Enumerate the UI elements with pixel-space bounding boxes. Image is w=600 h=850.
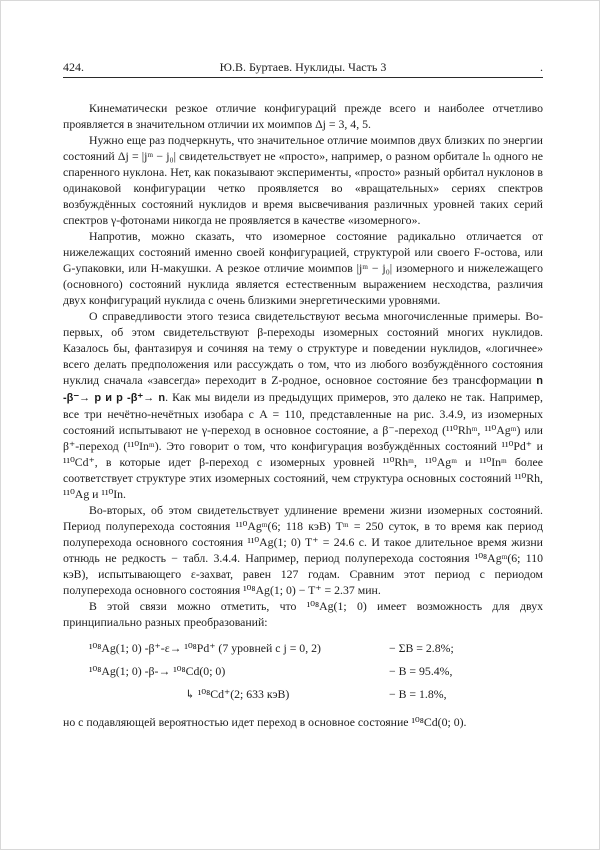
equation-1-branching: − ΣB = 2.8%; xyxy=(389,641,454,655)
body-text xyxy=(63,100,543,630)
paragraph-1: Кинематически резкое отличие конфигураций прежде всего и наиболее отчетливо проявляется в значительном отличии их моимпов Δj = 3, 4, 5. xyxy=(63,101,543,131)
paragraph-3: Напротив, можно сказать, что изомерное состояние радикально отличается от нижележащих состояний именно своей конфигурацией, структурой или своего F-остова, или G-упаковки, или Н-макушки. А резкое отличие моимпов |jᵐ − j₀| изомерного и нижележащего (основного) состояний нуклида является естественным выражением несходства, различия двух конфигураций нуклида с очень близкими энергетическими уровнями. xyxy=(63,229,543,307)
closing-sentence: но с подавляющей вероятностью идет переход в основное состояние ¹⁰⁸Cd(0; 0). xyxy=(63,715,467,729)
paragraph-5: Во-вторых, об этом свидетельствует удлинение времени жизни изомерных состояний. Период полуперехода состояния ¹¹⁰Agᵐ(6; 118 кэВ) Tᵐ = 250 суток, в то время как период полуперехода основного состояния ¹¹⁰Ag(1; 0) T⁺ = 24.6 с. И такое длительное время жизни отнюдь не редкость − табл. 3.4.4. Например, период полуперехода состояния ¹⁰⁸Agᵐ(6; 110 кэВ), испытывающего ε-захват, равен 127 годам. Сравним этот период с периодом полуперехода основного состояния ¹⁰⁸Ag(1; 0) − T⁺ = 2.37 мин. xyxy=(63,503,543,597)
paragraph-4-text-cont: . Как мы видели из предыдущих примеров, это далеко не так. Например, все три нечётно-нечётных изобара с A = 110, представленные на рис. 3.4.9, из изомерных состояний испытывают не γ-переход в основное состояние, а β⁻-переход (¹¹⁰Rhᵐ, ¹¹⁰Agᵐ) или β⁺-переход (¹¹⁰Inᵐ). Это говорит о том, что конфигурация возбуждённых состояний ¹¹⁰Pd⁺ и ¹¹⁰Cd⁺, в которые идет β-переход с изомерных уровней ¹¹⁰Rhᵐ, ¹¹⁰Agᵐ и ¹¹⁰Inᵐ более соответствует структуре этих изомерных состояний, чем структура основных состояний ¹¹⁰Rh, ¹¹⁰Ag и ¹¹⁰In. xyxy=(63,390,543,501)
equation-2-branching: − B = 95.4%, xyxy=(389,664,453,678)
paragraph-2: Нужно еще раз подчеркнуть, что значительное отличие моимпов двух близких по энергии состояний Δj = |jᵐ − j₀| свидетельствует не «просто», например, о разном орбитале lₙ одного не спаренного нуклона. Нет, как показывают эксперименты, «просто» разный орбитал нуклонов в одинаковой конфигурации четко проявляется во «вращательных» сериях спектров возбуждённых состояний нуклидов и время высвечивания различных уровней таких серий спектров γ-фотонами никогда не проявляется в качестве «изомерного». xyxy=(63,133,543,227)
equation-1-lhs: ¹⁰⁸Ag(1; 0) -β⁺-ε→ ¹⁰⁸Pd⁺ (7 уровней с j = 0, 2) xyxy=(89,641,321,655)
decay-equations xyxy=(89,640,543,702)
header-right-mark: . xyxy=(540,60,543,74)
page-content xyxy=(63,59,543,730)
equation-3-lhs: ↳ ¹⁰⁸Cd⁺(2; 633 кэВ) xyxy=(185,687,290,701)
page-number: 424. xyxy=(63,60,84,74)
equation-row-3 xyxy=(89,686,543,702)
equation-3-branching: − B = 1.8%, xyxy=(389,687,447,701)
transformation-formula: n -β⁻→ p и p -β⁺→ n xyxy=(63,375,543,404)
paragraph-4 xyxy=(63,308,543,502)
running-header xyxy=(63,59,543,78)
equation-row-1 xyxy=(89,640,543,656)
equation-row-2 xyxy=(89,663,543,679)
equation-2-lhs: ¹⁰⁸Ag(1; 0) -β-→ ¹⁰⁸Cd(0; 0) xyxy=(89,664,226,678)
paragraph-4-text: О справедливости этого тезиса свидетельствуют весьма многочисленные примеры. Во-первых, об этом свидетельствуют β-переходы изомерных состояний многих нуклидов. Казалось бы, фантазируя и сочиняя на тему о структуре и поведении нуклидов, «логичнее» всего делать предположения или рассуждать о том, что из любого возбуждённого состояния нуклид сначала «завсегда» переходит в Z-родное, основное состояние без трансформации xyxy=(63,309,543,387)
running-title: Ю.В. Буртаев. Нуклиды. Часть 3 xyxy=(219,60,387,74)
paragraph-6: В этой связи можно отметить, что ¹⁰⁸Ag(1; 0) имеет возможность для двух принципиально разных преобразований: xyxy=(63,599,543,629)
